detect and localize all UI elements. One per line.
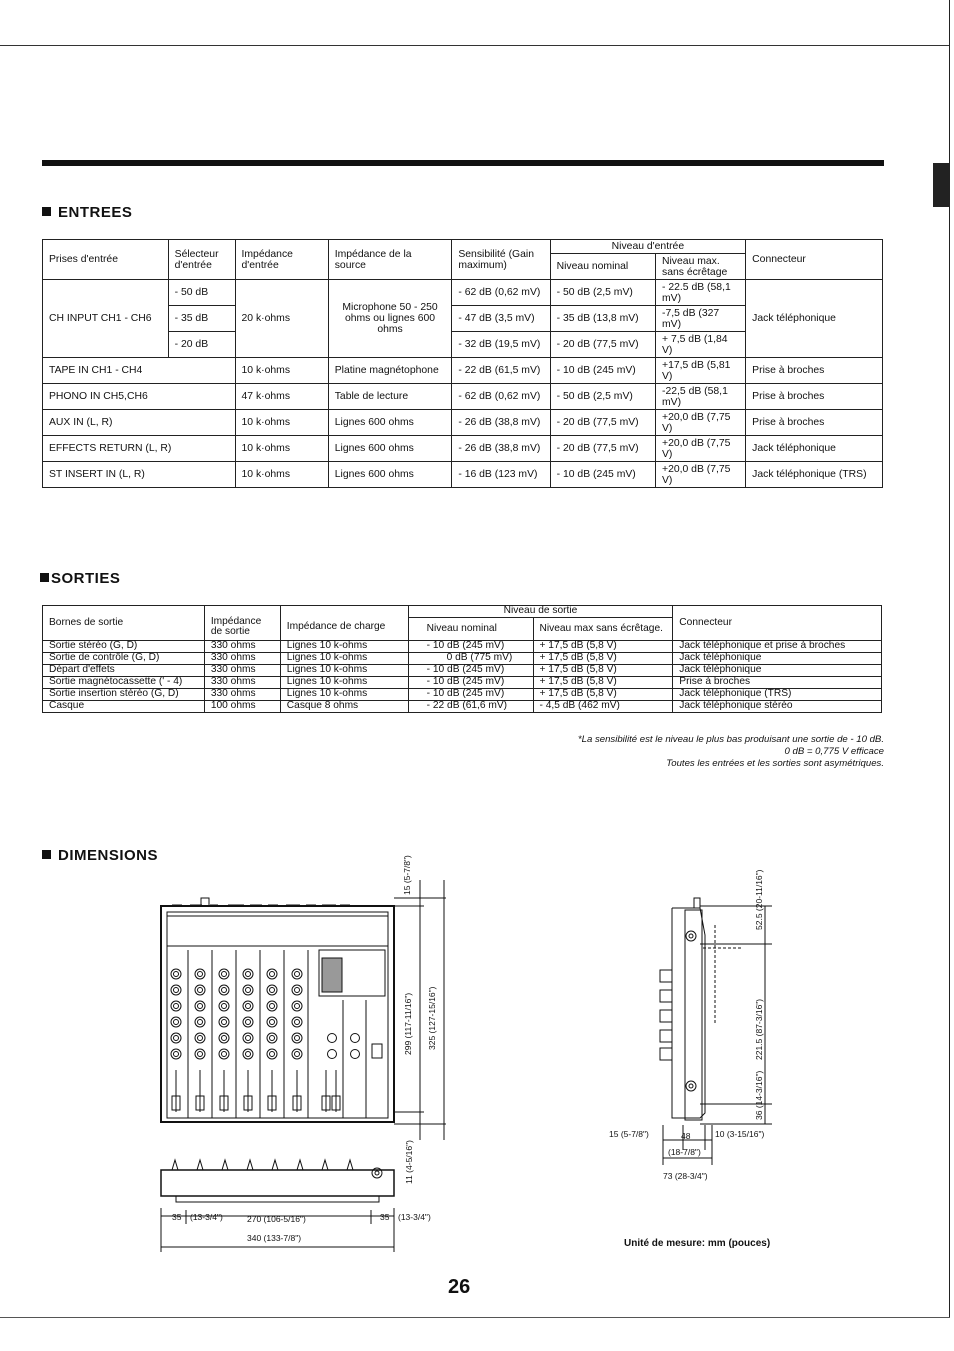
charge-cell: Lignes 10 k-ohms <box>280 641 408 653</box>
prise-cell: PHONO IN CH5,CH6 <box>43 384 236 410</box>
knob-icon <box>222 1020 227 1025</box>
dim-270: 270 (106-5/16") <box>247 1214 306 1224</box>
knob-icon <box>219 969 229 979</box>
header-niveau-entree: Niveau d'entrée <box>550 240 746 254</box>
connecteur-cell: Jack téléphonique et prise à broches <box>673 641 882 653</box>
sensibilite-cell: - 62 dB (0,62 mV) <box>452 280 550 306</box>
nominal-cell: - 22 dB (61,6 mV) <box>408 701 533 713</box>
header-niveau-max: Niveau max sans écrêtage. <box>533 618 673 641</box>
max-cell: + 17,5 dB (5,8 V) <box>533 653 673 665</box>
knob-icon <box>222 988 227 993</box>
impedance-cell: 10 k·ohms <box>235 410 328 436</box>
knob-icon <box>243 1001 253 1011</box>
max-cell: -7,5 dB (327 mV) <box>656 306 746 332</box>
dim-35-right-inches: (13-3/4") <box>398 1212 431 1222</box>
dim-325: 325 (127-15/16") <box>427 986 437 1050</box>
knob-icon <box>270 988 275 993</box>
max-cell: + 17,5 dB (5,8 V) <box>533 677 673 689</box>
nominal-cell: - 10 dB (245 mV) <box>408 641 533 653</box>
sensibilite-cell: - 22 dB (61,5 mV) <box>452 358 550 384</box>
header-impedance-sortie: Impédance de sortie <box>204 606 280 641</box>
borne-cell: Casque <box>43 701 205 713</box>
dimensions-title: DIMENSIONS <box>58 847 159 864</box>
borne-cell: Sortie stéréo (G, D) <box>43 641 205 653</box>
knob-icon <box>195 1049 205 1059</box>
header-impedance-charge: Impédance de charge <box>280 606 408 641</box>
nominal-cell: 0 dB (775 mV) <box>408 653 533 665</box>
knob-icon <box>267 985 277 995</box>
impedance-cell: 47 k·ohms <box>235 384 328 410</box>
knob-icon <box>246 988 251 993</box>
knob-icon <box>246 1036 251 1041</box>
knob-icon <box>243 969 253 979</box>
nominal-cell: - 10 dB (245 mV) <box>550 462 655 488</box>
knob-icon <box>195 1001 205 1011</box>
knob-icon <box>328 1034 337 1043</box>
header-connecteur: Connecteur <box>746 240 883 280</box>
knob-icon <box>267 1001 277 1011</box>
connecteur-cell: Prise à broches <box>746 384 883 410</box>
impedance-cell: 330 ohms <box>204 677 280 689</box>
knob-icon <box>295 972 300 977</box>
dim-35-right: 35 <box>380 1212 390 1222</box>
sensibilite-cell: - 26 dB (38,8 mV) <box>452 410 550 436</box>
charge-cell: Lignes 10 k-ohms <box>280 653 408 665</box>
dim-35-left: 35 <box>172 1212 182 1222</box>
selecteur-cell: - 50 dB <box>168 280 235 306</box>
knob-icon <box>270 972 275 977</box>
knob-icon <box>198 972 203 977</box>
knob-icon <box>171 1033 181 1043</box>
knob-icon <box>195 969 205 979</box>
knob-icon <box>328 1050 337 1059</box>
sensibilite-cell: - 26 dB (38,8 mV) <box>452 436 550 462</box>
nominal-cell: - 35 dB (13,8 mV) <box>550 306 655 332</box>
max-cell: -22,5 dB (58,1 mV) <box>656 384 746 410</box>
mixer-side-view <box>660 898 743 1120</box>
nominal-cell: - 10 dB (245 mV) <box>408 665 533 677</box>
source-cell: Lignes 600 ohms <box>328 462 452 488</box>
knob-icon <box>219 985 229 995</box>
mixer-front-view <box>161 1160 394 1202</box>
sensibilite-cell: - 47 dB (3,5 mV) <box>452 306 550 332</box>
header-impedance: Impédance d'entrée <box>235 240 328 280</box>
charge-cell: Casque 8 ohms <box>280 701 408 713</box>
header-bornes: Bornes de sortie <box>43 606 205 641</box>
dim-10: 10 (3-15/16") <box>715 1129 765 1139</box>
knob-icon <box>292 1033 302 1043</box>
max-cell: +20,0 dB (7,75 V) <box>656 436 746 462</box>
dim-52-5: 52.5 (20-11/16") <box>754 869 764 930</box>
knob-icon <box>295 1036 300 1041</box>
connecteur-cell: Jack téléphonique <box>673 665 882 677</box>
max-cell: +17,5 dB (5,81 V) <box>656 358 746 384</box>
header-niveau-max: Niveau max. sans écrêtage <box>656 254 746 280</box>
header-selecteur: Sélecteur d'entrée <box>168 240 235 280</box>
header-niveau-sortie: Niveau de sortie <box>408 606 673 618</box>
knob-icon <box>243 1017 253 1027</box>
mixer-top-view <box>161 898 394 1122</box>
knob-icon <box>171 969 181 979</box>
header-sensibilite: Sensibilité (Gain maximum) <box>452 240 550 280</box>
dim-48-inches: (18-7/8") <box>668 1147 701 1157</box>
selecteur-cell: - 35 dB <box>168 306 235 332</box>
knob-icon <box>243 1033 253 1043</box>
dim-73: 73 (28-3/4") <box>663 1171 708 1181</box>
max-cell: + 17,5 dB (5,8 V) <box>533 641 673 653</box>
source-cell: Platine magnétophone <box>328 358 452 384</box>
borne-cell: Sortie insertion stéréo (G, D) <box>43 689 205 701</box>
prise-cell: EFFECTS RETURN (L, R) <box>43 436 236 462</box>
nominal-cell: - 10 dB (245 mV) <box>408 677 533 689</box>
max-cell: +20,0 dB (7,75 V) <box>656 410 746 436</box>
impedance-cell: 10 k·ohms <box>235 436 328 462</box>
knob-icon <box>174 972 179 977</box>
page-number: 26 <box>448 1276 471 1298</box>
knob-icon <box>219 1049 229 1059</box>
connecteur-cell: Jack téléphonique stéréo <box>673 701 882 713</box>
knob-icon <box>270 1020 275 1025</box>
impedance-cell: 10 k·ohms <box>235 358 328 384</box>
knob-icon <box>198 988 203 993</box>
header-impedance-source: Impédance de la source <box>328 240 452 280</box>
sorties-title: SORTIES <box>51 570 121 587</box>
knob-icon <box>195 1017 205 1027</box>
knob-icon <box>198 1004 203 1009</box>
dim-11: 11 (4-5/16") <box>404 1140 414 1184</box>
prise-cell: AUX IN (L, R) <box>43 410 236 436</box>
knob-icon <box>198 1052 203 1057</box>
prise-cell: ST INSERT IN (L, R) <box>43 462 236 488</box>
impedance-cell: 330 ohms <box>204 653 280 665</box>
ch-input-connecteur: Jack téléphonique <box>746 280 883 358</box>
impedance-cell: 330 ohms <box>204 665 280 677</box>
knob-icon <box>222 1004 227 1009</box>
knob-icon <box>292 985 302 995</box>
knob-icon <box>295 988 300 993</box>
nominal-cell: - 10 dB (245 mV) <box>550 358 655 384</box>
sensibilite-cell: - 16 dB (123 mV) <box>452 462 550 488</box>
max-cell: + 7,5 dB (1,84 V) <box>656 332 746 358</box>
max-cell: - 4,5 dB (462 mV) <box>533 701 673 713</box>
dim-35-left-inches: (13-3/4") <box>190 1212 223 1222</box>
source-cell: Table de lecture <box>328 384 452 410</box>
nominal-cell: - 50 dB (2,5 mV) <box>550 384 655 410</box>
entrees-title: ENTREES <box>58 204 133 221</box>
prise-cell: TAPE IN CH1 - CH4 <box>43 358 236 384</box>
charge-cell: Lignes 10 k-ohms <box>280 677 408 689</box>
knob-icon <box>267 1049 277 1059</box>
knob-icon <box>351 1034 360 1043</box>
knob-icon <box>219 1033 229 1043</box>
connecteur-cell: Prise à broches <box>673 677 882 689</box>
knob-icon <box>174 1036 179 1041</box>
max-cell: + 17,5 dB (5,8 V) <box>533 665 673 677</box>
knob-icon <box>270 1036 275 1041</box>
dim-221-5: 221.5 (87-3/16") <box>754 998 764 1060</box>
connecteur-cell: Jack téléphonique (TRS) <box>746 462 883 488</box>
knob-icon <box>171 1001 181 1011</box>
knob-icon <box>246 972 251 977</box>
knob-icon <box>174 1052 179 1057</box>
knob-icon <box>243 1049 253 1059</box>
knob-icon <box>246 1020 251 1025</box>
nominal-cell: - 20 dB (77,5 mV) <box>550 332 655 358</box>
header-connecteur: Connecteur <box>673 606 882 641</box>
connecteur-cell: Jack téléphonique (TRS) <box>673 689 882 701</box>
knob-icon <box>295 1052 300 1057</box>
knob-icon <box>219 1001 229 1011</box>
dim-36: 36 (14-3/16") <box>754 1070 764 1120</box>
charge-cell: Lignes 10 k-ohms <box>280 689 408 701</box>
dim-340: 340 (133-7/8") <box>247 1233 302 1243</box>
footnote-sensibilite: *La sensibilité est le niveau le plus bas produisant une sortie de - 10 dB. <box>577 734 884 745</box>
knob-icon <box>267 1033 277 1043</box>
knob-icon <box>267 969 277 979</box>
footnote-reference: 0 dB = 0,775 V efficace <box>784 746 884 757</box>
ch-input-source: Microphone 50 - 250 ohms ou lignes 600 ohms <box>328 280 452 358</box>
knob-icon <box>295 1020 300 1025</box>
knob-icon <box>219 1017 229 1027</box>
nominal-cell: - 10 dB (245 mV) <box>408 689 533 701</box>
sensibilite-cell: - 62 dB (0,62 mV) <box>452 384 550 410</box>
header-niveau-nominal: Niveau nominal <box>408 618 533 641</box>
knob-icon <box>171 985 181 995</box>
knob-icon <box>174 988 179 993</box>
nominal-cell: - 50 dB (2,5 mV) <box>550 280 655 306</box>
knob-icon <box>222 972 227 977</box>
dim-299: 299 (117-11/16") <box>403 992 413 1055</box>
knob-icon <box>292 969 302 979</box>
nominal-cell: - 20 dB (77,5 mV) <box>550 436 655 462</box>
sensibilite-cell: - 32 dB (19,5 mV) <box>452 332 550 358</box>
knob-icon <box>351 1050 360 1059</box>
borne-cell: Départ d'effets <box>43 665 205 677</box>
max-cell: + 17,5 dB (5,8 V) <box>533 689 673 701</box>
knob-icon <box>292 1001 302 1011</box>
header-prises: Prises d'entrée <box>43 240 169 280</box>
connecteur-cell: Jack téléphonique <box>746 436 883 462</box>
knob-icon <box>292 1017 302 1027</box>
connecteur-cell: Prise à broches <box>746 358 883 384</box>
knob-icon <box>222 1052 227 1057</box>
dim-15: 15 (5-7/8") <box>402 855 412 895</box>
dim-side-15: 15 (5-7/8") <box>609 1129 649 1139</box>
max-cell: - 22.5 dB (58,1 mV) <box>656 280 746 306</box>
impedance-cell: 330 ohms <box>204 641 280 653</box>
knob-icon <box>270 1004 275 1009</box>
max-cell: +20,0 dB (7,75 V) <box>656 462 746 488</box>
knob-icon <box>246 1052 251 1057</box>
ch-input-impedance: 20 k·ohms <box>235 280 328 358</box>
knob-icon <box>198 1036 203 1041</box>
dim-48: 48 <box>681 1131 691 1141</box>
knob-icon <box>198 1020 203 1025</box>
knob-icon <box>243 985 253 995</box>
knob-icon <box>195 1033 205 1043</box>
knob-icon <box>292 1049 302 1059</box>
knob-icon <box>171 1049 181 1059</box>
knob-icon <box>195 985 205 995</box>
borne-cell: Sortie magnétocassette (' - 4) <box>43 677 205 689</box>
knob-icon <box>222 1036 227 1041</box>
knob-icon <box>174 1004 179 1009</box>
connecteur-cell: Prise à broches <box>746 410 883 436</box>
connecteur-cell: Jack téléphonique <box>673 653 882 665</box>
knob-icon <box>174 1020 179 1025</box>
knob-icon <box>270 1052 275 1057</box>
knob-icon <box>171 1017 181 1027</box>
impedance-cell: 10 k·ohms <box>235 462 328 488</box>
knob-icon <box>295 1004 300 1009</box>
header-niveau-nominal: Niveau nominal <box>550 254 655 280</box>
selecteur-cell: - 20 dB <box>168 332 235 358</box>
knob-icon <box>246 1004 251 1009</box>
impedance-cell: 330 ohms <box>204 689 280 701</box>
borne-cell: Sortie de contrôle (G, D) <box>43 653 205 665</box>
source-cell: Lignes 600 ohms <box>328 410 452 436</box>
measurement-unit: Unité de mesure: mm (pouces) <box>624 1238 771 1249</box>
impedance-cell: 100 ohms <box>204 701 280 713</box>
ch-input-label: CH INPUT CH1 - CH6 <box>43 280 169 358</box>
knob-icon <box>267 1017 277 1027</box>
source-cell: Lignes 600 ohms <box>328 436 452 462</box>
charge-cell: Lignes 10 k-ohms <box>280 665 408 677</box>
nominal-cell: - 20 dB (77,5 mV) <box>550 410 655 436</box>
footnote-asymetriques: Toutes les entrées et les sorties sont asymétriques. <box>666 758 884 769</box>
